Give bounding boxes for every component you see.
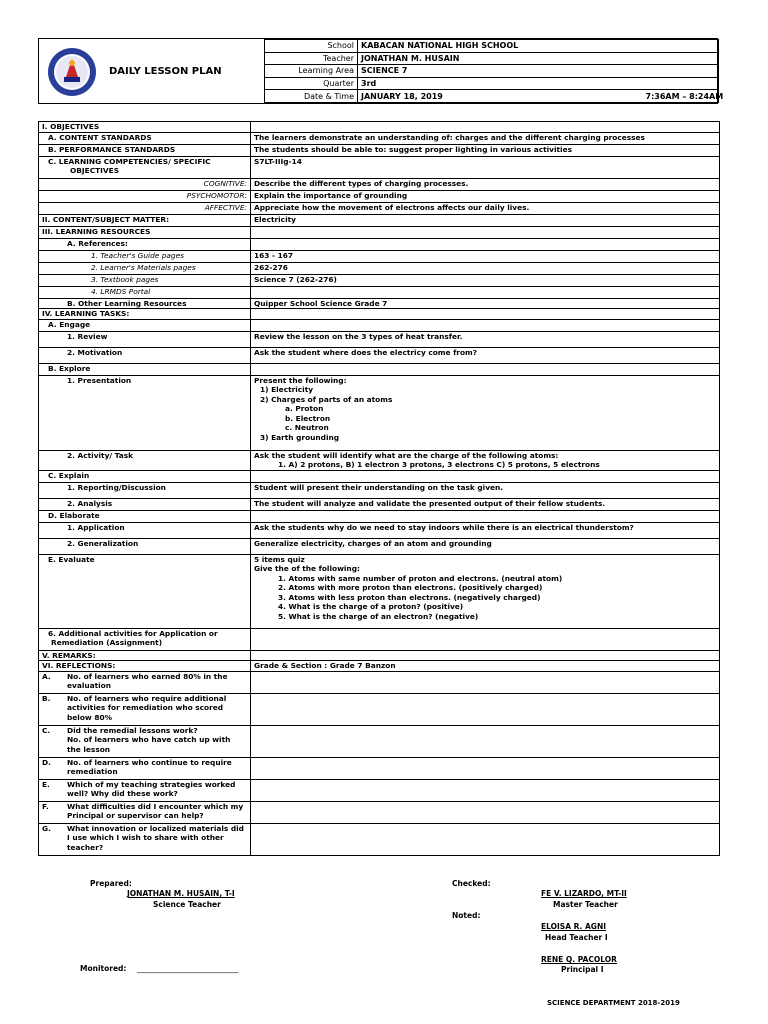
content-subject-value: Electricity	[251, 214, 720, 226]
table-cell	[251, 319, 720, 331]
review-value: Review the lesson on the 3 types of heat transfer.	[251, 331, 720, 347]
content-standards-value: The learners demonstrate an understanding of: charges and the different charging processes	[251, 132, 720, 144]
affective-label: AFFECTIVE:	[39, 202, 251, 214]
reflection-text: No. of learners who earned 80% in the	[67, 671, 228, 681]
reflection-f	[39, 801, 251, 823]
reflection-d	[39, 757, 251, 779]
evaluate-instruction: Give the of the following:	[254, 564, 360, 573]
teachers-guide-value: 163 - 167	[251, 250, 720, 262]
learning-area-label: Learning Area	[265, 65, 358, 78]
learning-area-value: SCIENCE 7	[358, 65, 719, 78]
quarter-value: 3rd	[358, 77, 719, 90]
references-label: A. References:	[39, 238, 251, 250]
table-cell	[251, 122, 720, 133]
evaluate-intro: 5 items quiz	[254, 554, 305, 564]
evaluate-label: E. Evaluate	[39, 554, 251, 628]
lesson-plan-header	[38, 38, 724, 104]
presentation-subitem: a. Proton	[285, 404, 324, 413]
application-value: Ask the students why do we need to stay indoors while there is an electrical thunderstom?	[251, 522, 720, 538]
noted2-name: RENE Q. PACOLOR	[541, 955, 617, 964]
presentation-label: 1. Presentation	[39, 375, 251, 450]
reflections-label: VI. REFLECTIONS:	[39, 661, 251, 672]
checked-name: FE V. LIZARDO, MT-II	[541, 889, 627, 898]
generalization-value: Generalize electricity, charges of an atom and grounding	[251, 538, 720, 554]
motivation-value: Ask the student where does the electricy come from?	[251, 347, 720, 363]
presentation-intro: Present the following:	[254, 375, 347, 385]
reflection-text: No. of learners who continue to require	[67, 757, 232, 767]
reflection-a	[39, 671, 251, 693]
document-title: DAILY LESSON PLAN	[109, 66, 222, 77]
reflection-letter: D.	[42, 757, 51, 767]
noted-label: Noted:	[452, 911, 481, 920]
school-label: School	[265, 40, 358, 53]
analysis-label: 2. Analysis	[39, 498, 251, 510]
presentation-item: 3) Earth grounding	[260, 432, 340, 442]
cognitive-label: COGNITIVE:	[39, 178, 251, 190]
checked-label: Checked:	[452, 879, 491, 888]
other-resources-label: B. Other Learning Resources	[39, 298, 251, 309]
presentation-subitem: b. Electron	[285, 413, 331, 423]
activity-task-content	[251, 450, 720, 470]
reflection-text: activities for remediation who scored	[67, 703, 224, 712]
performance-standards-label: B. PERFORMANCE STANDARDS	[39, 144, 251, 156]
presentation-item: 1) Electricity	[260, 385, 314, 394]
elaborate-label: D. Elaborate	[39, 510, 251, 522]
reflection-answer-cell[interactable]	[251, 801, 720, 823]
generalization-label: 2. Generalization	[39, 538, 251, 554]
engage-label: A. Engage	[39, 319, 251, 331]
time-value: 7:36AM – 8:24AM	[645, 91, 724, 101]
reflection-text: I use which I wish to share with other	[67, 833, 224, 842]
learners-materials-value: 262-276	[251, 262, 720, 274]
content-subject-label: II. CONTENT/SUBJECT MATTER:	[39, 214, 251, 226]
noted1-title: Head Teacher I	[545, 933, 608, 942]
objectives-heading: I. OBJECTIVES	[39, 122, 251, 133]
reflection-text: teacher?	[67, 842, 104, 852]
reflection-text: the lesson	[67, 744, 111, 754]
reflection-text: evaluation	[67, 681, 112, 690]
reflection-answer-cell[interactable]	[251, 671, 720, 693]
grade-section-value: Grade & Section : Grade 7 Banzon	[251, 661, 720, 672]
school-value: KABACAN NATIONAL HIGH SCHOOL	[358, 40, 719, 53]
department-footer: SCIENCE DEPARTMENT 2018-2019	[547, 999, 680, 1007]
performance-standards-value: The students should be able to: suggest proper lighting in various activities	[251, 144, 720, 156]
table-cell	[251, 309, 720, 320]
reporting-value: Student will present their understanding on the task given.	[251, 482, 720, 498]
quiz-item: 5. What is the charge of an electron? (negative)	[278, 611, 479, 621]
presentation-content	[251, 375, 720, 450]
activity-task-label: 2. Activity/ Task	[39, 450, 251, 470]
presentation-item: 2) Charges of parts of an atoms	[260, 394, 393, 404]
monitored-label: Monitored:	[80, 964, 127, 973]
reflection-g	[39, 823, 251, 855]
additional-activities-line1: 6. Additional activities for Application or	[48, 628, 218, 638]
table-cell	[251, 510, 720, 522]
reflection-c	[39, 725, 251, 757]
reflection-answer-cell[interactable]	[251, 725, 720, 757]
reflection-letter: F.	[42, 801, 49, 811]
additional-activities-line2: Remediation (Assignment)	[51, 638, 163, 647]
quiz-item: 1. Atoms with same number of proton and electrons. (neutral atom)	[278, 573, 563, 583]
other-resources-value: Quipper School Science Grade 7	[251, 298, 720, 309]
checked-title: Master Teacher	[553, 900, 618, 909]
content-standards-label: A. CONTENT STANDARDS	[39, 132, 251, 144]
deped-seal-icon	[47, 47, 97, 97]
reflection-text: Principal or supervisor can help?	[67, 811, 204, 820]
reflection-letter: A.	[42, 671, 51, 681]
competencies-line2: OBJECTIVES	[70, 166, 120, 175]
prepared-title: Science Teacher	[153, 900, 221, 909]
date-value: JANUARY 18, 2019	[361, 91, 443, 101]
application-label: 1. Application	[39, 522, 251, 538]
teacher-value: JONATHAN M. HUSAIN	[358, 52, 719, 65]
textbook-label: 3. Textbook pages	[39, 274, 251, 286]
reflection-text: What difficulties did I encounter which my	[67, 801, 244, 811]
reflection-text: Did the remedial lessons work?	[67, 725, 198, 735]
additional-activities-label	[39, 628, 251, 650]
evaluate-content	[251, 554, 720, 628]
presentation-subitem: c. Neutron	[285, 423, 329, 432]
monitored-signature-line: ___________________________	[137, 964, 239, 973]
learners-materials-label: 2. Learner's Materials pages	[39, 262, 251, 274]
review-label: 1. Review	[39, 331, 251, 347]
learning-resources-label: III. LEARNING RESOURCES	[39, 226, 251, 238]
remarks-label: V. REMARKS:	[39, 650, 251, 661]
reflection-b	[39, 693, 251, 725]
quiz-item: 3. Atoms with less proton than electrons. (negatively charged)	[278, 592, 541, 602]
table-cell	[251, 286, 720, 298]
reflection-text: Which of my teaching strategies worked	[67, 779, 236, 789]
teacher-label: Teacher	[265, 52, 358, 65]
activity-task-intro: Ask the student will identify what are the charge of the following atoms:	[254, 450, 559, 460]
competencies-code: S7LT-IIIg-14	[251, 156, 720, 178]
reflection-text: well? Why did these work?	[67, 789, 178, 798]
reflection-answer-cell[interactable]	[251, 757, 720, 779]
analysis-value: The student will analyze and validate the presented output of their fellow students.	[251, 498, 720, 510]
reporting-label: 1. Reporting/Discussion	[39, 482, 251, 498]
table-cell	[251, 238, 720, 250]
reflection-letter: G.	[42, 823, 51, 833]
reflection-text: No. of learners who have catch up with	[67, 735, 231, 744]
reflection-answer-cell[interactable]	[251, 693, 720, 725]
reflection-answer-cell[interactable]	[251, 779, 720, 801]
table-cell	[251, 470, 720, 482]
noted1-name: ELOISA R. AGNI	[541, 922, 607, 931]
learning-tasks-label: IV. LEARNING TASKS:	[39, 309, 251, 320]
cognitive-value: Describe the different types of charging processes.	[251, 178, 720, 190]
psychomotor-value: Explain the importance of grounding	[251, 190, 720, 202]
noted2-title: Principal I	[561, 965, 604, 974]
motivation-label: 2. Motivation	[39, 347, 251, 363]
lrmds-label: 4. LRMDS Portal	[39, 286, 251, 298]
psychomotor-label: PSYCHOMOTOR:	[39, 190, 251, 202]
reflection-text: remediation	[67, 767, 118, 776]
date-time-label: Date & Time	[265, 90, 358, 103]
competencies-line1: C. LEARNING COMPETENCIES/ SPECIFIC	[48, 156, 211, 166]
reflection-text: What innovation or localized materials did	[67, 823, 244, 833]
prepared-label: Prepared:	[90, 879, 132, 888]
teachers-guide-label: 1. Teacher's Guide pages	[39, 250, 251, 262]
explain-label: C. Explain	[39, 470, 251, 482]
quiz-item: 2. Atoms with more proton than electrons. (positively charged)	[278, 583, 543, 592]
reflection-text: No. of learners who require additional	[67, 693, 227, 703]
textbook-value: Science 7 (262-276)	[251, 274, 720, 286]
reflection-letter: C.	[42, 725, 51, 735]
table-cell	[251, 226, 720, 238]
prepared-name: JONATHAN M. HUSAIN, T-I	[127, 889, 235, 898]
table-cell	[251, 650, 720, 661]
quiz-item: 4. What is the charge of a proton? (positive)	[278, 602, 464, 611]
affective-value: Appreciate how the movement of electrons affects our daily lives.	[251, 202, 720, 214]
reflection-answer-cell[interactable]	[251, 823, 720, 855]
activity-task-item: 1. A) 2 protons, B) 1 electron 3 protons, 3 electrons C) 5 protons, 5 electrons	[278, 460, 600, 469]
reflection-letter: B.	[42, 693, 51, 703]
reflection-text: below 80%	[67, 712, 113, 722]
table-cell	[251, 363, 720, 375]
reflection-e	[39, 779, 251, 801]
date-time-value	[358, 90, 724, 103]
quarter-label: Quarter	[265, 77, 358, 90]
explore-label: B. Explore	[39, 363, 251, 375]
reflection-letter: E.	[42, 779, 50, 789]
header-info-table	[264, 39, 724, 103]
lesson-plan-table	[38, 121, 720, 856]
competencies-label	[39, 156, 251, 178]
table-cell	[251, 628, 720, 650]
